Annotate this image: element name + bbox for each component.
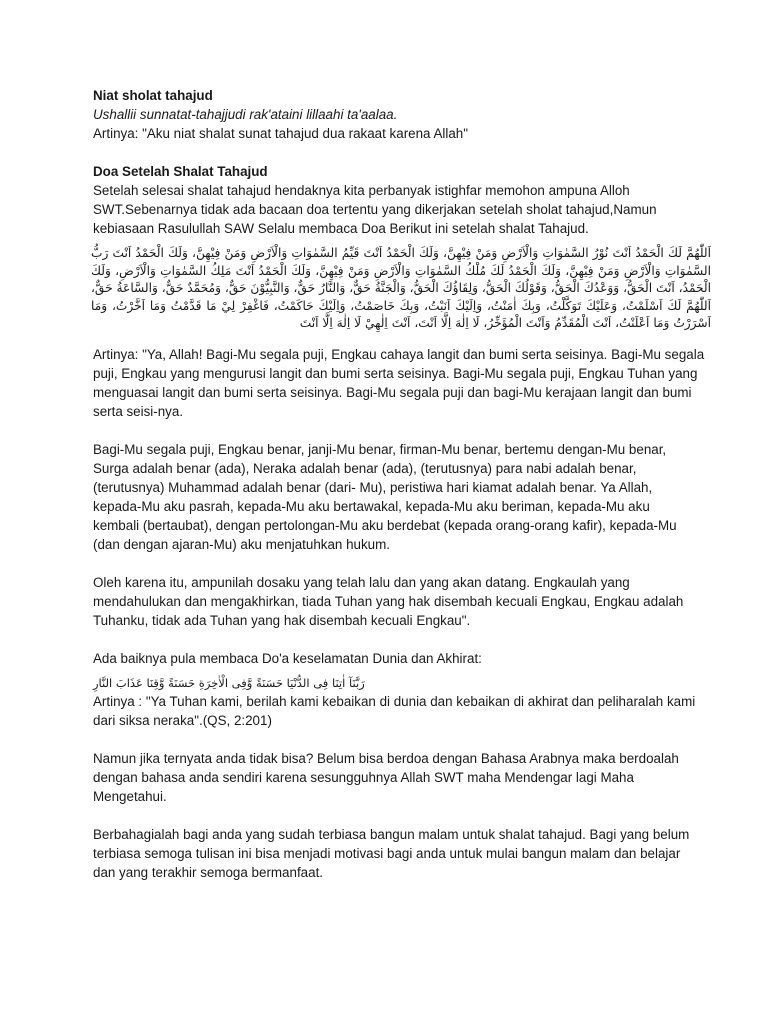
- niat-latin: Ushallii sunnatat-tahajjudi rak'ataini lillaahi ta'aalaa.: [93, 107, 398, 122]
- akhirat-meaning: [93, 692, 728, 730]
- doa-meaning2-line: (terutusnya) Muhammad adalah benar (dari- Mu), peristiwa hari kiamat adalah benar. Ya Allah,: [93, 479, 653, 495]
- doa-meaning2-line: kembali (bertaubat), dengan pertolongan-Mu aku berdebat (kepada orang-orang kafir), kepada-Mu: [93, 517, 677, 533]
- doa-meaning2-line: kepada-Mu aku pasrah, kepada-Mu aku bertawakal, kepada-Mu aku beriman, kepada-Mu aku: [93, 498, 650, 514]
- closing-paragraph-2: [93, 825, 728, 882]
- closing-line: dan yang terakhir semoga bermanfaat.: [93, 864, 324, 880]
- doa-meaning-3: [93, 573, 728, 630]
- niat-meaning: Artinya: "Aku niat shalat sunat tahajud dua rakaat karena Allah": [93, 126, 469, 141]
- doa-meaning3-line: Tuhanku, tidak ada Tuhan yang hak disembah kecuali Engkau".: [93, 612, 471, 628]
- closing-line: Mengetahui.: [93, 788, 167, 804]
- closing-line: dengan bahasa anda sendiri karena sesungguhnya Allah SWT maha Mendengar lagi Maha: [93, 769, 634, 785]
- doa-intro-line: Setelah selesai shalat tahajud hendaknya kita perbanyak istighfar memohon ampuna Alloh: [93, 183, 630, 198]
- doa-meaning-line: serta seisi-nya.: [93, 403, 184, 419]
- doa-intro-line: kebiasaan Rasulullah SAW Selalu membaca Doa Berikut ini setelah shalat Tahajud.: [93, 221, 589, 236]
- doa-intro: [93, 181, 728, 238]
- akhirat-arabic-text: رَبَّنَآ اٰتِنَا فِى الدُّنْيَا حَسَنَةً وَّفِى الْاٰخِرَةِ حَسَنَةً وَّقِنَا عَذَابَ النَّارِ: [93, 675, 365, 690]
- doa-meaning-line: Artinya: "Ya, Allah! Bagi-Mu segala puji, Engkau cahaya langit dan bumi serta seisinya. Bagi-Mu segala: [93, 346, 705, 362]
- doa-title: Doa Setelah Shalat Tahajud: [93, 164, 268, 179]
- closing-line: terbiasa semoga tulisan ini bisa menjadi motivasi bagi anda untuk mulai bangun malam dan belajar: [93, 845, 681, 861]
- niat-title: Niat sholat tahajud: [93, 88, 213, 103]
- closing-line: Namun jika ternyata anda tidak bisa? Belum bisa berdoa dengan Bahasa Arabnya maka berdoalah: [93, 750, 679, 766]
- doa-meaning3-line: mendahulukan dan mengakhirkan, tiada Tuhan yang hak disembah kecuali Engkau, Engkau adalah: [93, 593, 684, 609]
- akhirat-meaning-line: Artinya : "Ya Tuhan kami, berilah kami kebaikan di dunia dan kebaikan di akhirat dan peliharalah kami: [93, 693, 696, 709]
- doa-meaning-line: menguasai langit dan bumi serta seisinya. Bagi-Mu segala puji dan bagi-Mu kerajaan langit dan bumi: [93, 384, 692, 400]
- akhirat-meaning-line: dari siksa neraka".(QS, 2:201): [93, 712, 272, 728]
- doa-meaning2-line: Bagi-Mu segala puji, Engkau benar, janji-Mu benar, firman-Mu benar, bertemu dengan-Mu benar,: [93, 441, 667, 457]
- doa-meaning-line: puji, Engkau yang mengurusi langit dan bumi serta seisinya. Bagi-Mu segala puji, Engkau Tuhan yang: [93, 365, 698, 381]
- doa-meaning3-line: Oleh karena itu, ampunilah dosaku yang telah lalu dan yang akan datang. Engkaulah yang: [93, 574, 630, 590]
- doa-meaning: [93, 345, 728, 421]
- doa-meaning2-line: (dan dengan ajaran-Mu) aku menjatuhkan hukum.: [93, 536, 391, 552]
- doa-intro-line: SWT.Sebenarnya tidak ada bacaan doa tertentu yang dikerjakan setelah sholat tahajud,Namun: [93, 202, 657, 217]
- akhirat-intro: Ada baiknya pula membaca Do'a keselamatan Dunia dan Akhirat:: [93, 650, 482, 666]
- doa-arabic-text: اَللّٰهُمَّ لَكَ الْحَمْدُ اَنْتَ نُوْرُ السَّمٰوَاتِ وَالْاَرْضِ وَمَنْ فِيْهِنَّ، وَلَكَ الْحَمْدُ اَنْتَ قَيِّمُ السَّمٰوَاتِ وَالْاَرْضِ وَمَنْ فِيْهِنَّ، وَلَكَ الْحَمْدُ اَنْتَ رَبُّ السَّمٰوَاتِ وَالْاَرْضِ وَمَنْ فِيْهِنَّ، وَلَكَ الْحَمْدُ لَكَ مُلْكُ السَّمٰوَاتِ وَالْاَرْضِ وَمَنْ فِيْهِنَّ، وَلَكَ الْحَمْدُ اَنْتَ مَلِكُ السَّمٰوَاتِ وَالْاَرْضِ، وَلَكَ الْحَمْدُ، اَنْتَ الْحَقُّ، وَوَعْدُكَ الْحَقُّ، وَقَوْلُكَ الْحَقُّ، وَلِقَاؤُكَ الْحَقُّ، وَالْجَنَّةُ حَقٌّ، وَالنَّارُ حَقٌّ، وَالنَّبِيُّوْنَ حَقٌّ، وَمُحَمَّدٌ حَقٌّ، وَالسَّاعَةُ حَقٌّ، اَللّٰهُمَّ لَكَ اَسْلَمْتُ، وَعَلَيْكَ تَوَكَّلْتُ، وَبِكَ اٰمَنْتُ، وَاِلَيْكَ اَنَبْتُ، وَبِكَ خَاصَمْتُ، وَاِلَيْكَ حَاكَمْتُ، فَاغْفِرْ لِيْ مَا قَدَّمْتُ وَمَا اَخَّرْتُ، وَمَا اَسْرَرْتُ وَمَا اَعْلَنْتُ، اَنْتَ الْمُقَدِّمُ وَاَنْتَ الْمُؤَخِّرُ، لَا اِلٰهَ اِلَّا اَنْتَ، اَنْتَ اِلٰهِيْ لَا اِلٰهَ اِلَّا اَنْتَ: [91, 246, 711, 330]
- closing-paragraph-1: [93, 749, 728, 806]
- doa-meaning-2: [93, 440, 728, 554]
- closing-line: Berbahagialah bagi anda yang sudah terbiasa bangun malam untuk shalat tahajud. Bagi yang belum: [93, 826, 690, 842]
- doa-meaning2-line: Surga adalah benar (ada), Neraka adalah benar (ada), (terutusnya) para nabi adalah benar,: [93, 460, 637, 476]
